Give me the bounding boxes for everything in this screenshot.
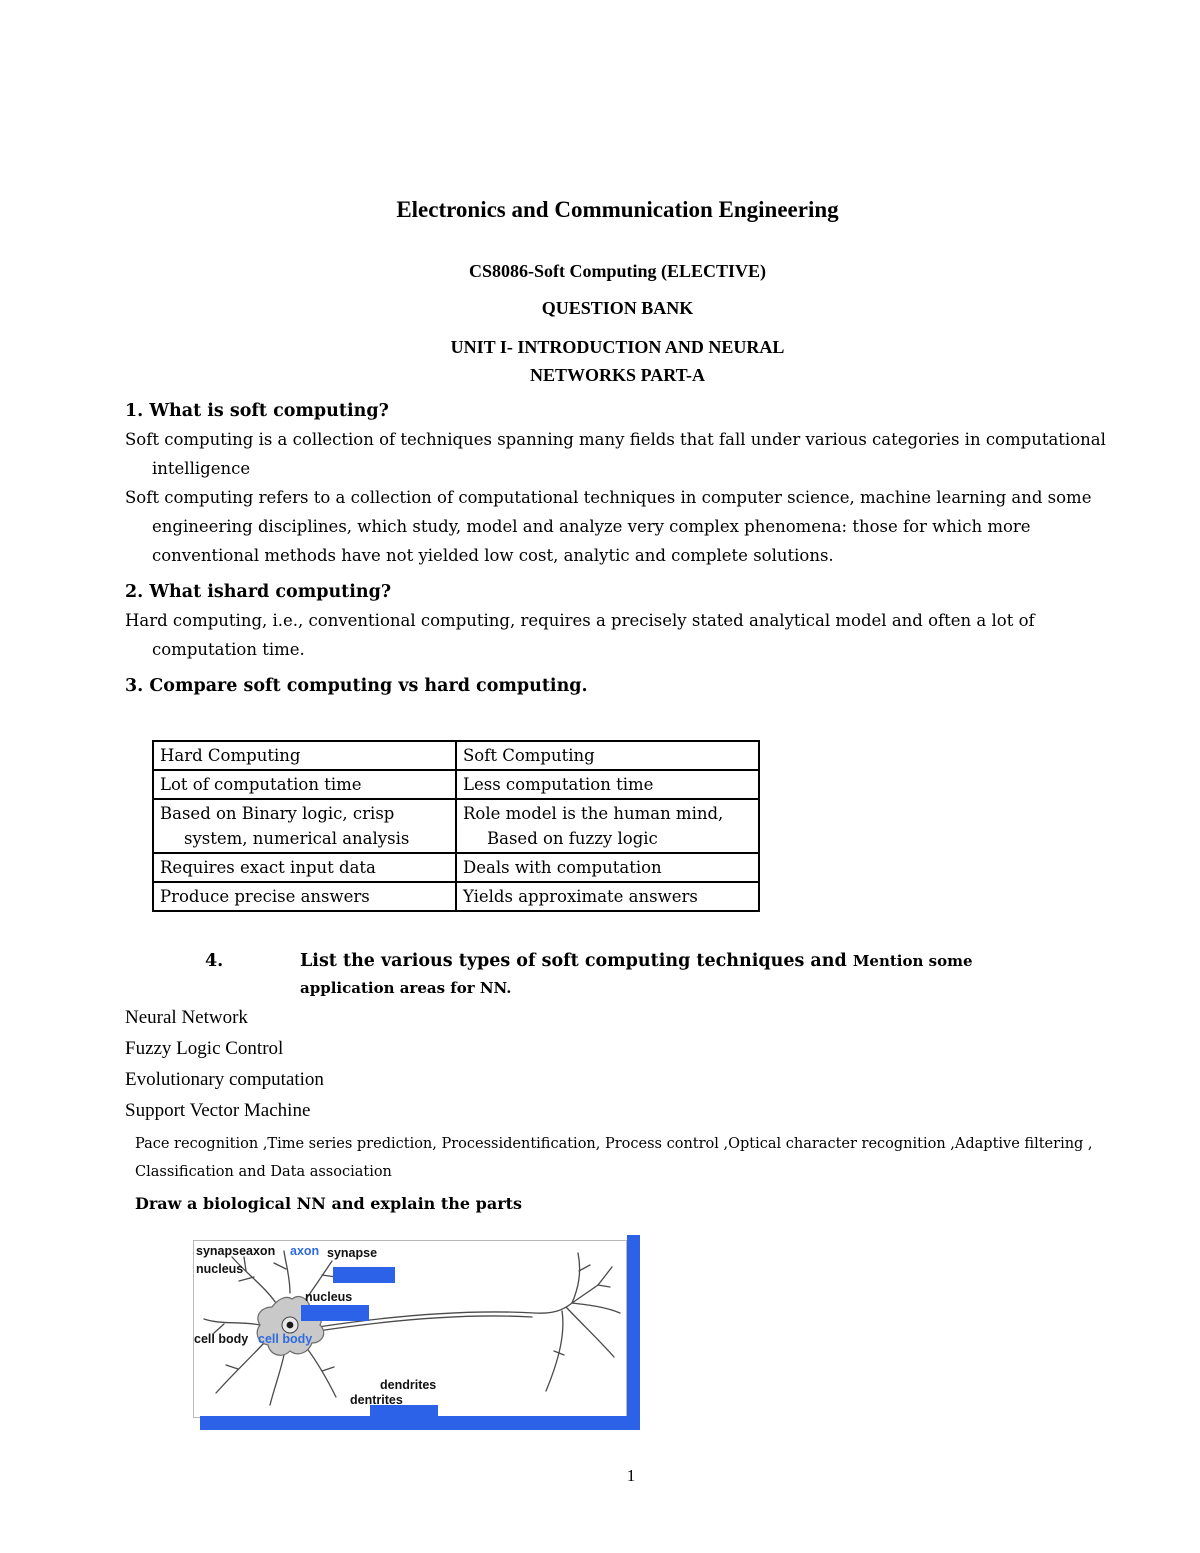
- nucleus-label-top: nucleus: [196, 1262, 244, 1276]
- table-cell: Deals with computation: [456, 853, 759, 882]
- question-1-answer-2: Soft computing refers to a collection of computational techniques in computer science, machine learning and some engineering disciplines, which study, model and analyze very complex phenomena: those for which more conventional methods have not yielded low cost, analytic and complete solutions.: [125, 488, 1092, 565]
- question-2-heading: 2. What ishard computing?: [125, 582, 392, 602]
- question-1-heading: 1. What is soft computing?: [125, 401, 389, 421]
- list-item-fuzzy-logic: Fuzzy Logic Control: [125, 1038, 284, 1059]
- list-item-support-vector-machine: Support Vector Machine: [125, 1100, 311, 1121]
- question-1-answer-1: Soft computing is a collection of techniques spanning many fields that fall under various categories in computational intelligence: [125, 430, 1106, 478]
- question-4-number: 4.: [205, 951, 224, 971]
- list-item-neural-network: Neural Network: [125, 1007, 248, 1028]
- dendrites-label: dendrites: [380, 1378, 437, 1392]
- table-row: [153, 799, 759, 853]
- nn-application-areas: Pace recognition ,Time series prediction, Processidentification, Process control ,Optical character recognition ,Adaptive filtering , Classification and Data association: [135, 1136, 1093, 1180]
- highlight-synapse: [333, 1267, 395, 1283]
- document-content: [125, 0, 1110, 1435]
- synapse-label: synapse: [327, 1246, 378, 1260]
- page-number: 1: [626, 1466, 636, 1485]
- table-header-row: [153, 741, 759, 770]
- highlight-nucleus: [301, 1305, 369, 1321]
- unit-title: [125, 333, 1110, 389]
- page-title: Electronics and Communication Engineering: [396, 197, 839, 222]
- table-row: [153, 853, 759, 882]
- list-item-evolutionary-computation: Evolutionary computation: [125, 1069, 324, 1090]
- question-4-text: [300, 948, 1000, 1002]
- question-4-text-main: List the various types of soft computing techniques and: [300, 951, 847, 971]
- unit-title-line1: UNIT I- INTRODUCTION AND NEURAL: [450, 337, 785, 357]
- table-cell: Role model is the human mind, Based on fuzzy logic: [456, 799, 759, 853]
- dentrites-label: dentrites: [350, 1393, 403, 1407]
- draw-nn-heading: Draw a biological NN and explain the parts: [135, 1194, 523, 1213]
- course-title: CS8086-Soft Computing (ELECTIVE): [468, 261, 767, 281]
- question-2-answer: Hard computing, i.e., conventional computing, requires a precisely stated analytical model and often a lot of computation time.: [125, 611, 1035, 659]
- unit-title-line2: NETWORKS PART-A: [530, 365, 705, 385]
- synapseaxon-label: synapseaxon: [196, 1244, 276, 1258]
- cell-body-label: cell body: [194, 1332, 249, 1346]
- axon-label: axon: [290, 1244, 320, 1258]
- nucleus-label-mid: nucleus: [305, 1290, 353, 1304]
- table-cell: Requires exact input data: [153, 853, 456, 882]
- table-cell: Yields approximate answers: [456, 882, 759, 911]
- question-bank-label: QUESTION BANK: [541, 298, 694, 318]
- cell-body-label-blue: cell body: [258, 1332, 313, 1346]
- question-4-heading: [125, 948, 1110, 1002]
- table-cell: Produce precise answers: [153, 882, 456, 911]
- blue-bar-right: [627, 1235, 640, 1428]
- neuron-figure: [193, 1240, 643, 1435]
- table-header-hard-computing: Hard Computing: [153, 741, 456, 770]
- table-cell: Lot of computation time: [153, 770, 456, 799]
- neuron-image: [193, 1240, 627, 1418]
- question-4-text-small: Mention some application areas for NN.: [300, 952, 973, 997]
- table-header-soft-computing: Soft Computing: [456, 741, 759, 770]
- table-cell: Less computation time: [456, 770, 759, 799]
- table-row: [153, 882, 759, 911]
- comparison-table: [152, 740, 760, 912]
- question-3-heading: 3. Compare soft computing vs hard computing.: [125, 676, 588, 696]
- table-row: [153, 770, 759, 799]
- table-cell: Based on Binary logic, crisp system, numerical analysis: [153, 799, 456, 853]
- blue-bar-bottom: [200, 1416, 640, 1430]
